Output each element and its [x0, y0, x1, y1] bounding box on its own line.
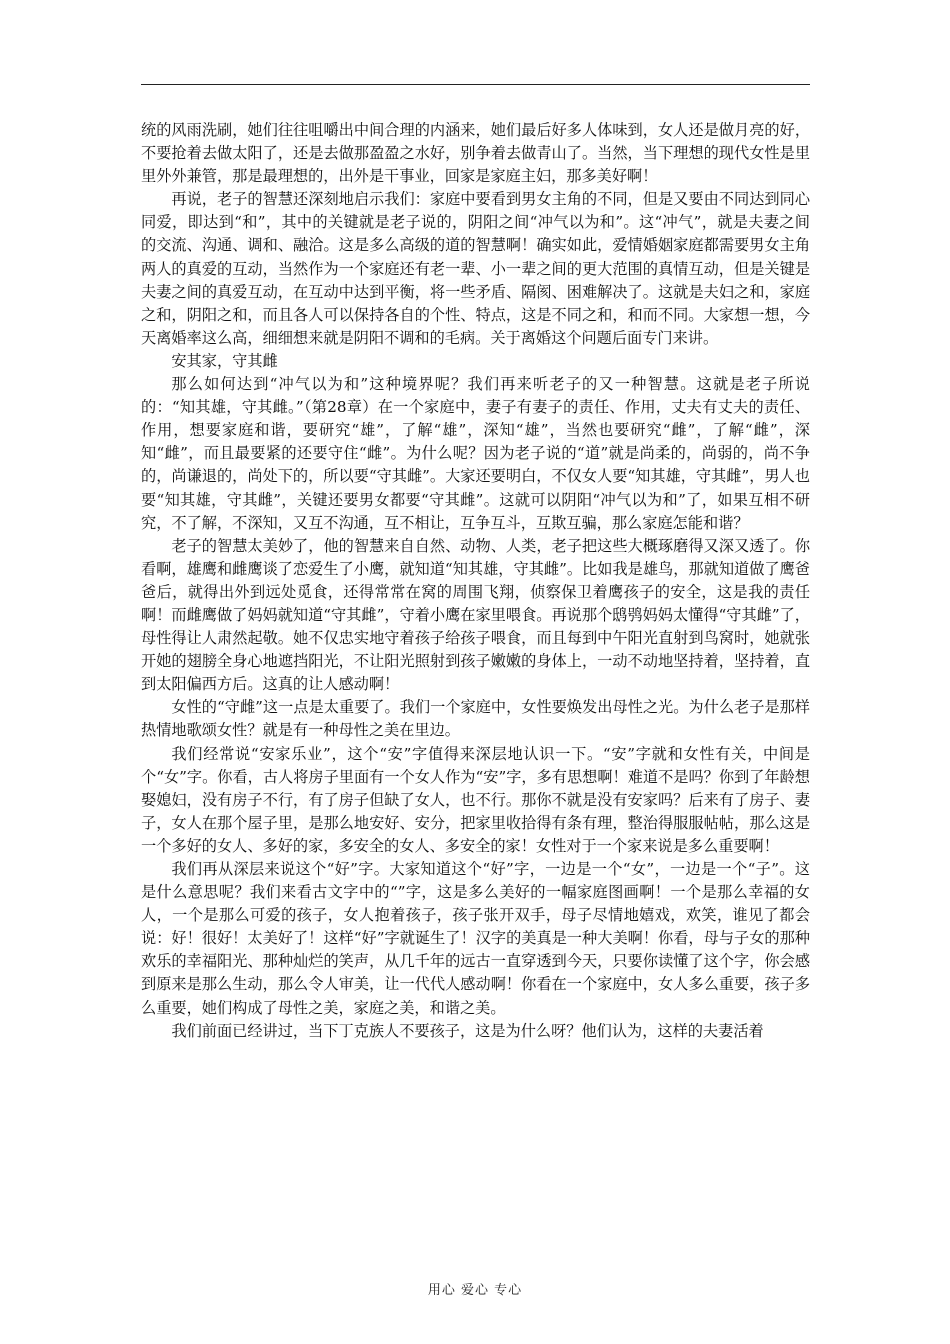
- paragraph: 女性的“守雌”这一点是太重要了。我们一个家庭中，女性要焕发出母性之光。为什么老子是那样热情地歌颂女性？就是有一种母性之美在里边。: [141, 698, 810, 740]
- page-footer: 用心 爱心 专心: [427, 1283, 523, 1298]
- paragraph: 我们前面已经讲过，当下丁克族人不要孩子，这是为什么呀？他们认为，这样的夫妻活着: [171, 1021, 764, 1040]
- paragraph: 统的风雨洗刷，她们往往咀嚼出中间合理的内涵来，她们最后好多人体味到，女人还是做月亮的好，不要抢着去做太阳了，还是去做那盈盈之水好，别争着去做青山了。当然，当下理想的现代女性是里里外外兼管，那是最理想的，出外是干事业，回家是家庭主妇，那多美好啊！: [141, 121, 810, 186]
- header-rule: [141, 84, 810, 85]
- paragraph: 我们经常说“安家乐业”，这个“安”字值得来深层地认识一下。“安”字就和女性有关，中间是个“女”字。你看，古人将房子里面有一个女人作为“安”字，多有思想啊！难道不是吗？你到了年龄想娶媳妇，没有房子不行，有了房子但缺了女人，也不行。那你不就是没有安家吗？后来有了房子、妻子，女人在那个屋子里，是那么地安好、安分，把家里收拾得有条有理，整治得服服帖帖，那么这是一个多好的女人、多好的家，多安全的女人、多安全的家！女性对于一个家来说是多么重要啊！: [141, 744, 810, 855]
- paragraph: 我们再从深层来说这个“好”字。大家知道这个“好”字，一边是一个“女”，一边是一个“子”。这是什么意思呢？我们来看古文字中的“”字，这是多么美好的一幅家庭图画啊！一个是那么幸福的女人，一个是那么可爱的孩子，女人抱着孩子，孩子张开双手，母子尽情地嬉戏，欢笑，谁见了都会说：好！很好！太美好了！这样“好”字就诞生了！汉字的美真是一种大美啊！你看，母与子女的那种欢乐的幸福阳光、那种灿烂的笑声，从几千年的远古一直穿透到今天，只要你读懂了这个字，你会感到原来是那么生动，那么令人审美，让一代代人感动啊！你看在一个家庭中，女人多么重要，孩子多么重要，她们构成了母性之美，家庭之美，和谐之美。: [141, 860, 810, 1017]
- paragraph: 再说，老子的智慧还深刻地启示我们：家庭中要看到男女主角的不同，但是又要由不同达到同心同爱，即达到“和”，其中的关键就是老子说的，阴阳之间“冲气以为和”。这“冲气”，就是夫妻之间的交流、沟通、调和、融洽。这是多么高级的道的智慧啊！确实如此，爱情婚姻家庭都需要男女主角两人的真爱的互动，当然作为一个家庭还有老一辈、小一辈之间的更大范围的真情互动，但是关键是夫妻之间的真爱互动，在互动中达到平衡，将一些矛盾、隔阂、困难解决了。这就是夫妇之和，家庭之和，阴阳之和，而且各人可以保持各自的个性、特点，这是不同之和，和而不同。大家想一想，今天离婚率这么高，细细想来就是阴阳不调和的毛病。关于离婚这个问题后面专门来讲。: [141, 190, 810, 347]
- paragraph: 那么如何达到“冲气以为和”这种境界呢？我们再来听老子的又一种智慧。这就是老子所说的：“知其雄，守其雌。”（第28章）在一个家庭中，妻子有妻子的责任、作用，丈夫有丈夫的责任、作用，想要家庭和谐，要研究“雄”，了解“雄”，深知“雄”，当然也要研究“雌”，了解“雌”，深知“雌”，而且最要紧的还要守住“雌”。为什么呢？因为老子说的“道”就是尚柔的，尚弱的，尚不争的，尚谦退的，尚处下的，所以要“守其雌”。大家还要明白，不仅女人要“知其雄，守其雌”，男人也要“知其雄，守其雌”，关键还要男女都要“守其雌”。这就可以阴阳“冲气以为和”了，如果互相不研究，不了解，不深知，又互不沟通，互不相让，互争互斗，互欺互骗，那么家庭怎能和谐？: [141, 375, 810, 532]
- section-heading: 安其家，守其雌: [171, 351, 278, 370]
- body-text: [141, 119, 810, 1043]
- paragraph: 老子的智慧太美妙了，他的智慧来自自然、动物、人类，老子把这些大概琢磨得又深又透了。你看啊，雄鹰和雌鹰谈了恋爱生了小鹰，就知道“知其雄，守其雌”。比如我是雄鸟，那就知道做了鹰爸爸后，就得出外到远处觅食，还得常常在窝的周围飞翔，侦察保卫着鹰孩子的安全，这是我的责任啊！而雌鹰做了妈妈就知道“守其雌”，守着小鹰在家里喂食。再说那个鸱鸮妈妈太懂得“守其雌”了，母性得让人肃然起敬。她不仅忠实地守着孩子给孩子喂食，而且每到中午阳光直射到鸟窝时，她就张开她的翅膀全身心地遮挡阳光，不让阳光照射到孩子嫩嫩的身体上，一动不动地坚持着，坚持着，直到太阳偏西方后。这真的让人感动啊！: [141, 536, 810, 694]
